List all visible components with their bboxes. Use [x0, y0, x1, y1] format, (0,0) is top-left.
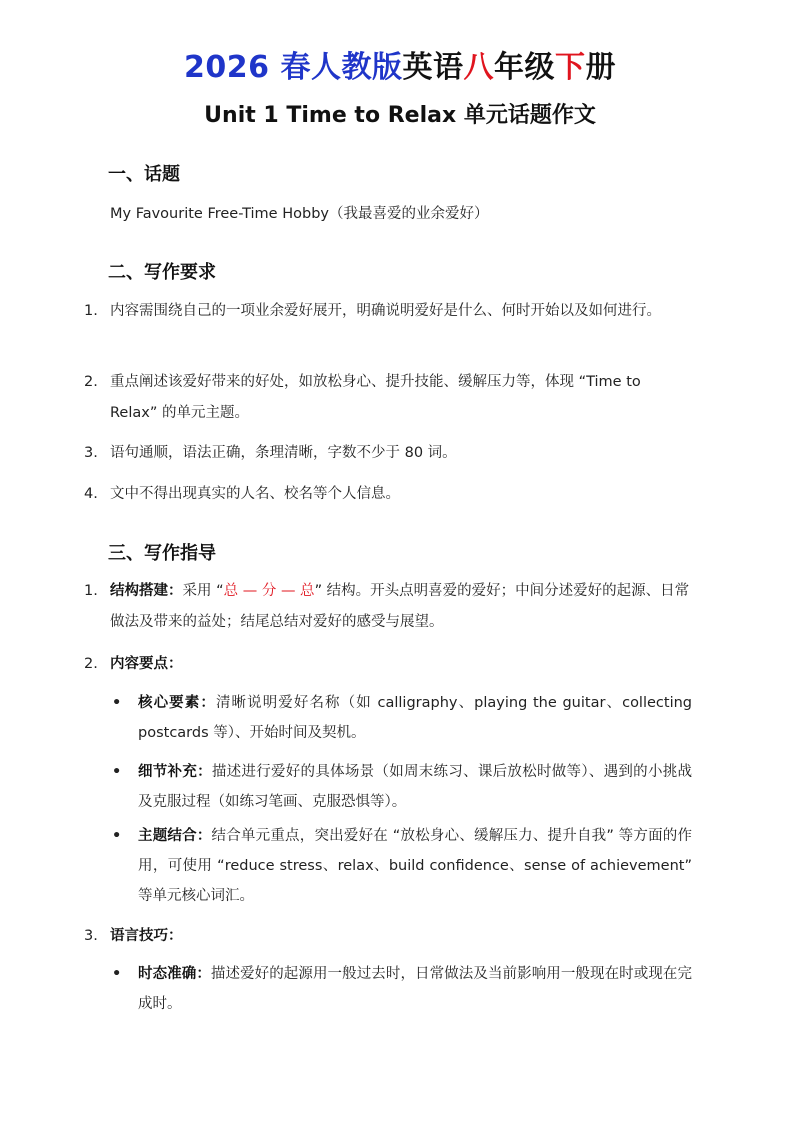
title-volume: 下	[554, 50, 586, 85]
bullet-text: 清晰说明爱好名称（如 calligraphy、playing the guitar、collecting postcards 等）、开始时间及契机。	[138, 695, 692, 741]
bullet-text: 描述进行爱好的具体场景（如周末练习、课后放松时做等）、遇到的小挑战及克服过程（如练习笔画、克服恐惧等）。	[138, 764, 693, 810]
requirement-item	[84, 479, 692, 510]
item-text: 文中不得出现真实的人名、校名等个人信息。	[110, 486, 400, 502]
title-book: 册	[585, 50, 616, 85]
bullet-label: 核心要素：	[138, 695, 216, 711]
bullet-label: 时态准确：	[138, 966, 211, 982]
item-number: 1.	[84, 303, 98, 319]
bullet-label: 主题结合：	[138, 828, 212, 844]
item-number: 2.	[84, 374, 98, 390]
bullet-label: 细节补充：	[138, 764, 212, 780]
bullet-text: 结合单元重点，突出爱好在 “放松身心、缓解压力、提升自我” 等方面的作用，可使用 “reduce stress、relax、build confidence、sense of achievement” 等单元核心词汇。	[138, 828, 693, 904]
bullet-dot: •	[112, 828, 122, 844]
content-bullet	[112, 757, 692, 817]
item-number: 2.	[84, 656, 98, 672]
item-number: 1.	[84, 583, 98, 599]
content-bullet	[112, 688, 692, 748]
section1-heading: 一、话题	[108, 164, 180, 185]
content-bullet	[112, 821, 692, 911]
guide-item-structure	[84, 576, 692, 638]
item-number: 3.	[84, 928, 98, 944]
title-subject: 英语	[402, 50, 464, 85]
item-label: 内容要点：	[110, 656, 183, 672]
guide-item-content	[84, 649, 692, 680]
bullet-dot: •	[112, 764, 122, 780]
title-publisher: 春人教版	[280, 50, 403, 85]
section2-heading: 二、写作要求	[108, 262, 216, 283]
item-post: ” 结构。开头点明喜爱的爱好；中间分述爱好的起源、日常做法及带来的益处；结尾总结对爱好的感受与展望。	[110, 583, 690, 630]
title-grade-num: 八	[463, 50, 494, 85]
item-text	[110, 576, 692, 638]
topic-text: My Favourite Free-Time Hobby（我最喜爱的业余爱好）	[110, 206, 489, 222]
title-grade-suffix: 年级	[493, 50, 555, 85]
item-text: 重点阐述该爱好带来的好处，如放松身心、提升技能、缓解压力等，体现 “Time to Relax” 的单元主题。	[110, 374, 641, 421]
requirement-item	[84, 296, 692, 327]
requirement-item	[84, 367, 692, 429]
document-title	[0, 42, 800, 86]
document-subtitle: Unit 1 Time to Relax 单元话题作文	[204, 103, 596, 128]
structure-highlight: 总 — 分 — 总	[223, 583, 315, 599]
item-text: 内容需围绕自己的一项业余爱好展开，明确说明爱好是什么、何时开始以及如何进行。	[110, 303, 661, 319]
item-text: 语句通顺，语法正确，条理清晰，字数不少于 80 词。	[110, 445, 457, 461]
guide-item-language	[84, 921, 692, 952]
item-label: 结构搭建：	[110, 583, 183, 599]
bullet-text: 描述爱好的起源用一般过去时，日常做法及当前影响用一般现在时或现在完成时。	[138, 966, 692, 1012]
requirement-item	[84, 438, 692, 469]
item-number: 3.	[84, 445, 98, 461]
title-year: 2026	[184, 50, 270, 85]
language-bullet	[112, 959, 692, 1019]
bullet-dot: •	[112, 966, 122, 982]
item-number: 4.	[84, 486, 98, 502]
item-label: 语言技巧：	[110, 928, 183, 944]
bullet-dot: •	[112, 695, 122, 711]
item-pre: 采用 “	[182, 583, 224, 599]
section3-heading: 三、写作指导	[108, 543, 216, 564]
